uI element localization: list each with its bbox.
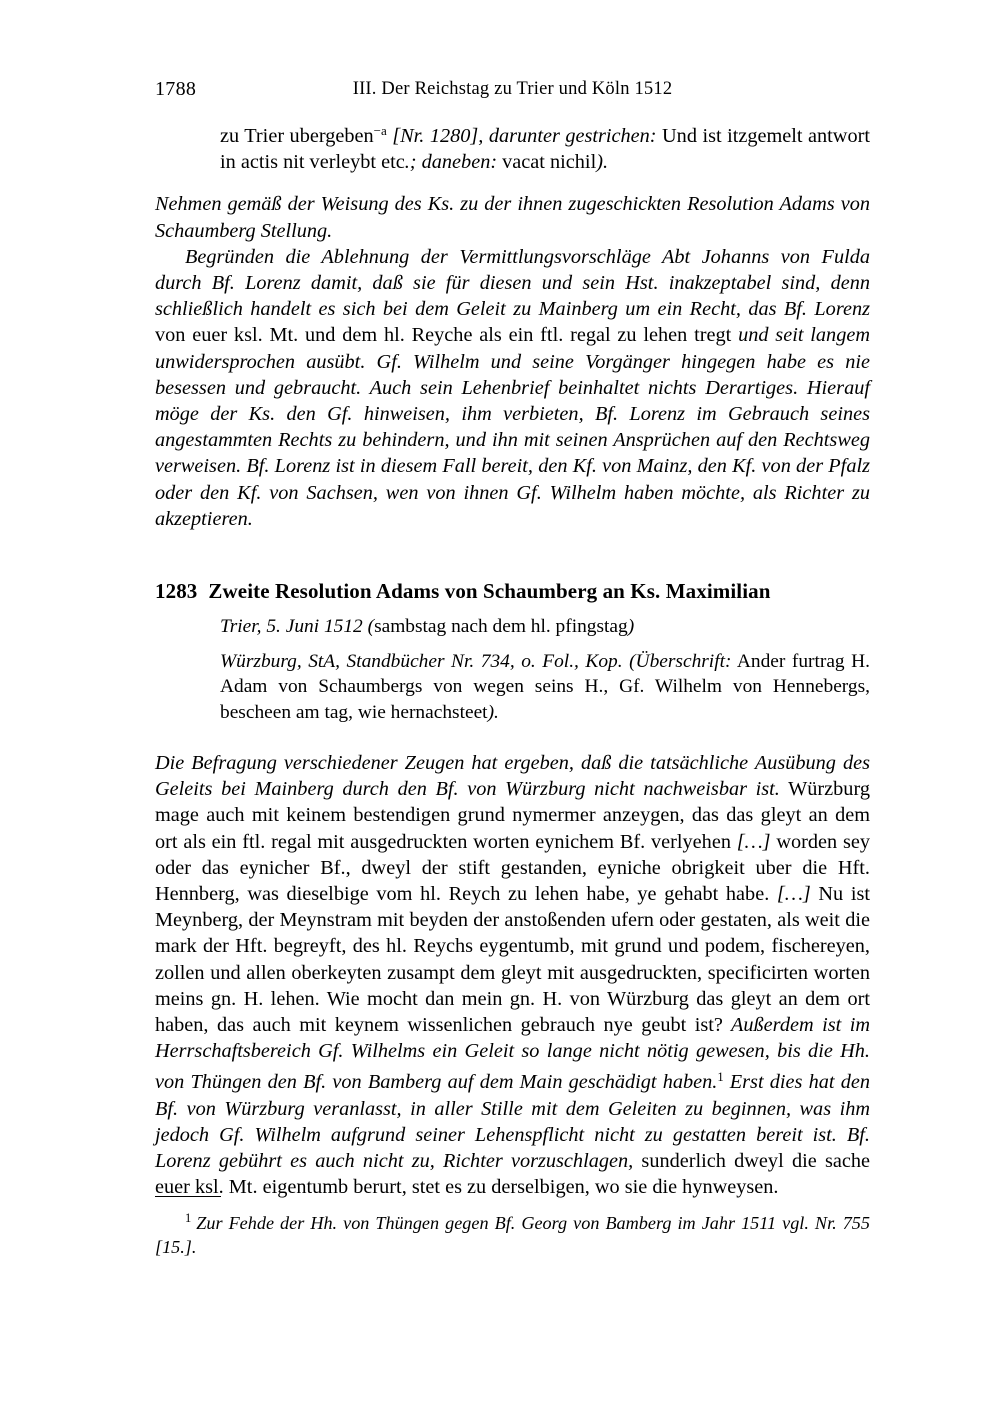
footnote-1 [155,1206,870,1259]
body-roman-4: sunderlich dweyl die sache euer ksl. Mt. eigentumb berurt, stet es zu derselbigen, wo sie die hynweysen. [155,1150,870,1199]
continuation-italic-1: [Nr. 1280], darunter gestrichen: [386,125,657,147]
body-roman-2: worden sey oder das eynicher Bf., dweyl der stift gestanden, eyniche obrigkeit uber die Hft. Hennberg, was dieselbige vom hl. Reych zu lehen habe, ye gehabt habe. [155,830,871,906]
running-head [155,78,870,104]
spacer [155,725,870,741]
source-close-paren: ). [487,701,499,723]
source-citation [220,649,870,726]
regest-italic-a: Begründen die Ablehnung der Vermittlungsvorschläge Abt Johanns von Fulda durch Bf. Lorenz damit, daß sie für diesen und sein Hst. inakzeptabel sind, denn schließlich handelt es sich bei dem Geleit zu Mainberg um ein Recht, das Bf. Lorenz [155,245,870,321]
spacer [155,640,870,649]
body-italic-2: Außerdem ist im Herrschaftsbereich Gf. Wilhelms ein Geleit so lange nicht nötig gewesen, bis die Hh. von Thüngen den Bf. von Bamberg auf dem Main geschädigt haben. [155,1014,870,1094]
dateline-quote: sambstag nach dem hl. pfingstag [374,616,628,638]
variant-marker: −a [373,123,387,138]
regest-paragraph-1: Nehmen gemäß der Weisung des Ks. zu der ihnen zugeschickten Resolution Adams von Schaumberg Stellung. [155,193,870,242]
continuation-italic-2: .; daneben: [404,151,498,174]
source-archive: Würzburg, StA, Standbücher Nr. 734, o. Fol., Kop. (Überschrift: [220,650,732,672]
regest-paragraph-2 [155,244,870,532]
running-head-title: III. Der Reichstag zu Trier und Köln 1512 [352,79,673,99]
continuation-roman-lead: zu Trier ubergeben [220,125,374,147]
footnote-separator-rule [155,1196,221,1197]
regest-roman-a: von euer ksl. Mt. und dem hl. Reyche als ein ftl. regal zu lehen tregt [155,324,732,347]
body-italic-1: Die Befragung verschiedener Zeugen hat ergeben, daß die tatsächliche Ausübung des Geleits bei Mainberg durch den Bf. von Würzburg nicht nachweisbar ist. [155,752,870,801]
continuation-italic-3: ). [596,151,609,174]
body-ellipsis-1: […] [730,830,771,853]
page-number: 1788 [155,78,197,100]
footnote-text: Zur Fehde der Hh. von Thüngen gegen Bf. Georg von Bamberg im Jahr 1511 vgl. Nr. 755 [15.]. [155,1213,870,1257]
source-heading-quote: Ander furtrag H. Adam von Schaumbergs von wegen seins H., Gf. Wilhelm von Hennebergs, bescheen am tag, wie hernachsteet [220,650,870,723]
spacer [155,741,870,750]
spacer [155,605,870,614]
section-number: 1283 [155,579,198,604]
footnote-number: 1 [185,1211,192,1225]
dateline-place-date: Trier, 5. Juni 1512 ( [220,616,375,638]
spacer-before-heading [155,532,870,578]
section-heading [155,578,870,605]
text-column [155,118,870,1201]
footnote-area [155,1196,870,1259]
continuation-paragraph [220,118,870,175]
dateline [220,614,870,640]
body-italic-3: Erst dies hat den Bf. von Würzburg veranlasst, in aller Stille mit dem Geleiten zu beginnen, was ihm jedoch Gf. Wilhelm aufgrund seiner Lehenspflicht nicht zu gestatten bereit ist. Bf. Lorenz gebührt es auch nicht zu, Richter vorzuschlagen, [155,1071,870,1173]
footnote-reference[interactable]: 1 [717,1070,724,1085]
body-paragraph [155,750,870,1200]
body-roman-1: Würzburg mage auch mit keinem bestendigen grund nymermer anzeygen, das das gleyt an dem ort als ein ftl. regal mit ausgedruckten worten eynichem Bf. verlyehen [155,778,870,853]
continuation-roman-2: vacat nichil [497,151,597,174]
body-roman-3: Nu ist Meynberg, der Meynstram mit beyden der anstoßenden ufern oder gestaten, als weit die mark der Hft. begreyft, des hl. Reychs eygentumb, mit grund und podem, fischereyen, zollen und allen oberkeyten zusampt dem gleyt mit ausgedruckten, specificirten worten meins gn. H. lehen. Wie mocht dan mein gn. H. von Würzburg das gleyt an dem ort haben, das auch mit keynem wissenlichen gebrauch nye geubt ist? [155,883,870,1037]
regest-italic-b: und seit langem unwidersprochen ausübt. Gf. Wilhelm und seine Vorgänger hingegen habe es nie besessen und gebraucht. Auch sein Lehenbrief beinhaltet nichts Derartiges. Hierauf möge der Ks. den Gf. hinweisen, ihm verbieten, Bf. Lorenz im Gebrauch seines angestammten Rechts zu behindern, und ihn mit seinen Ansprüchen auf den Rechtsweg verweisen. Bf. Lorenz ist in diesem Fall bereit, den Kf. von Mainz, den Kf. von der Pfalz oder den Kf. von Sachsen, wen von ihnen Gf. Wilhelm haben möchte, als Richter zu akzeptieren. [155,324,870,530]
dateline-close-paren: ) [627,616,635,638]
continuation-roman-1: Und ist itzgemelt antwort in actis nit verleybt etc [220,125,870,174]
body-ellipsis-2: […] [769,883,811,906]
section-title: Zweite Resolution Adams von Schaumberg an Ks. Maximilian [208,579,771,604]
spacer [155,175,870,191]
